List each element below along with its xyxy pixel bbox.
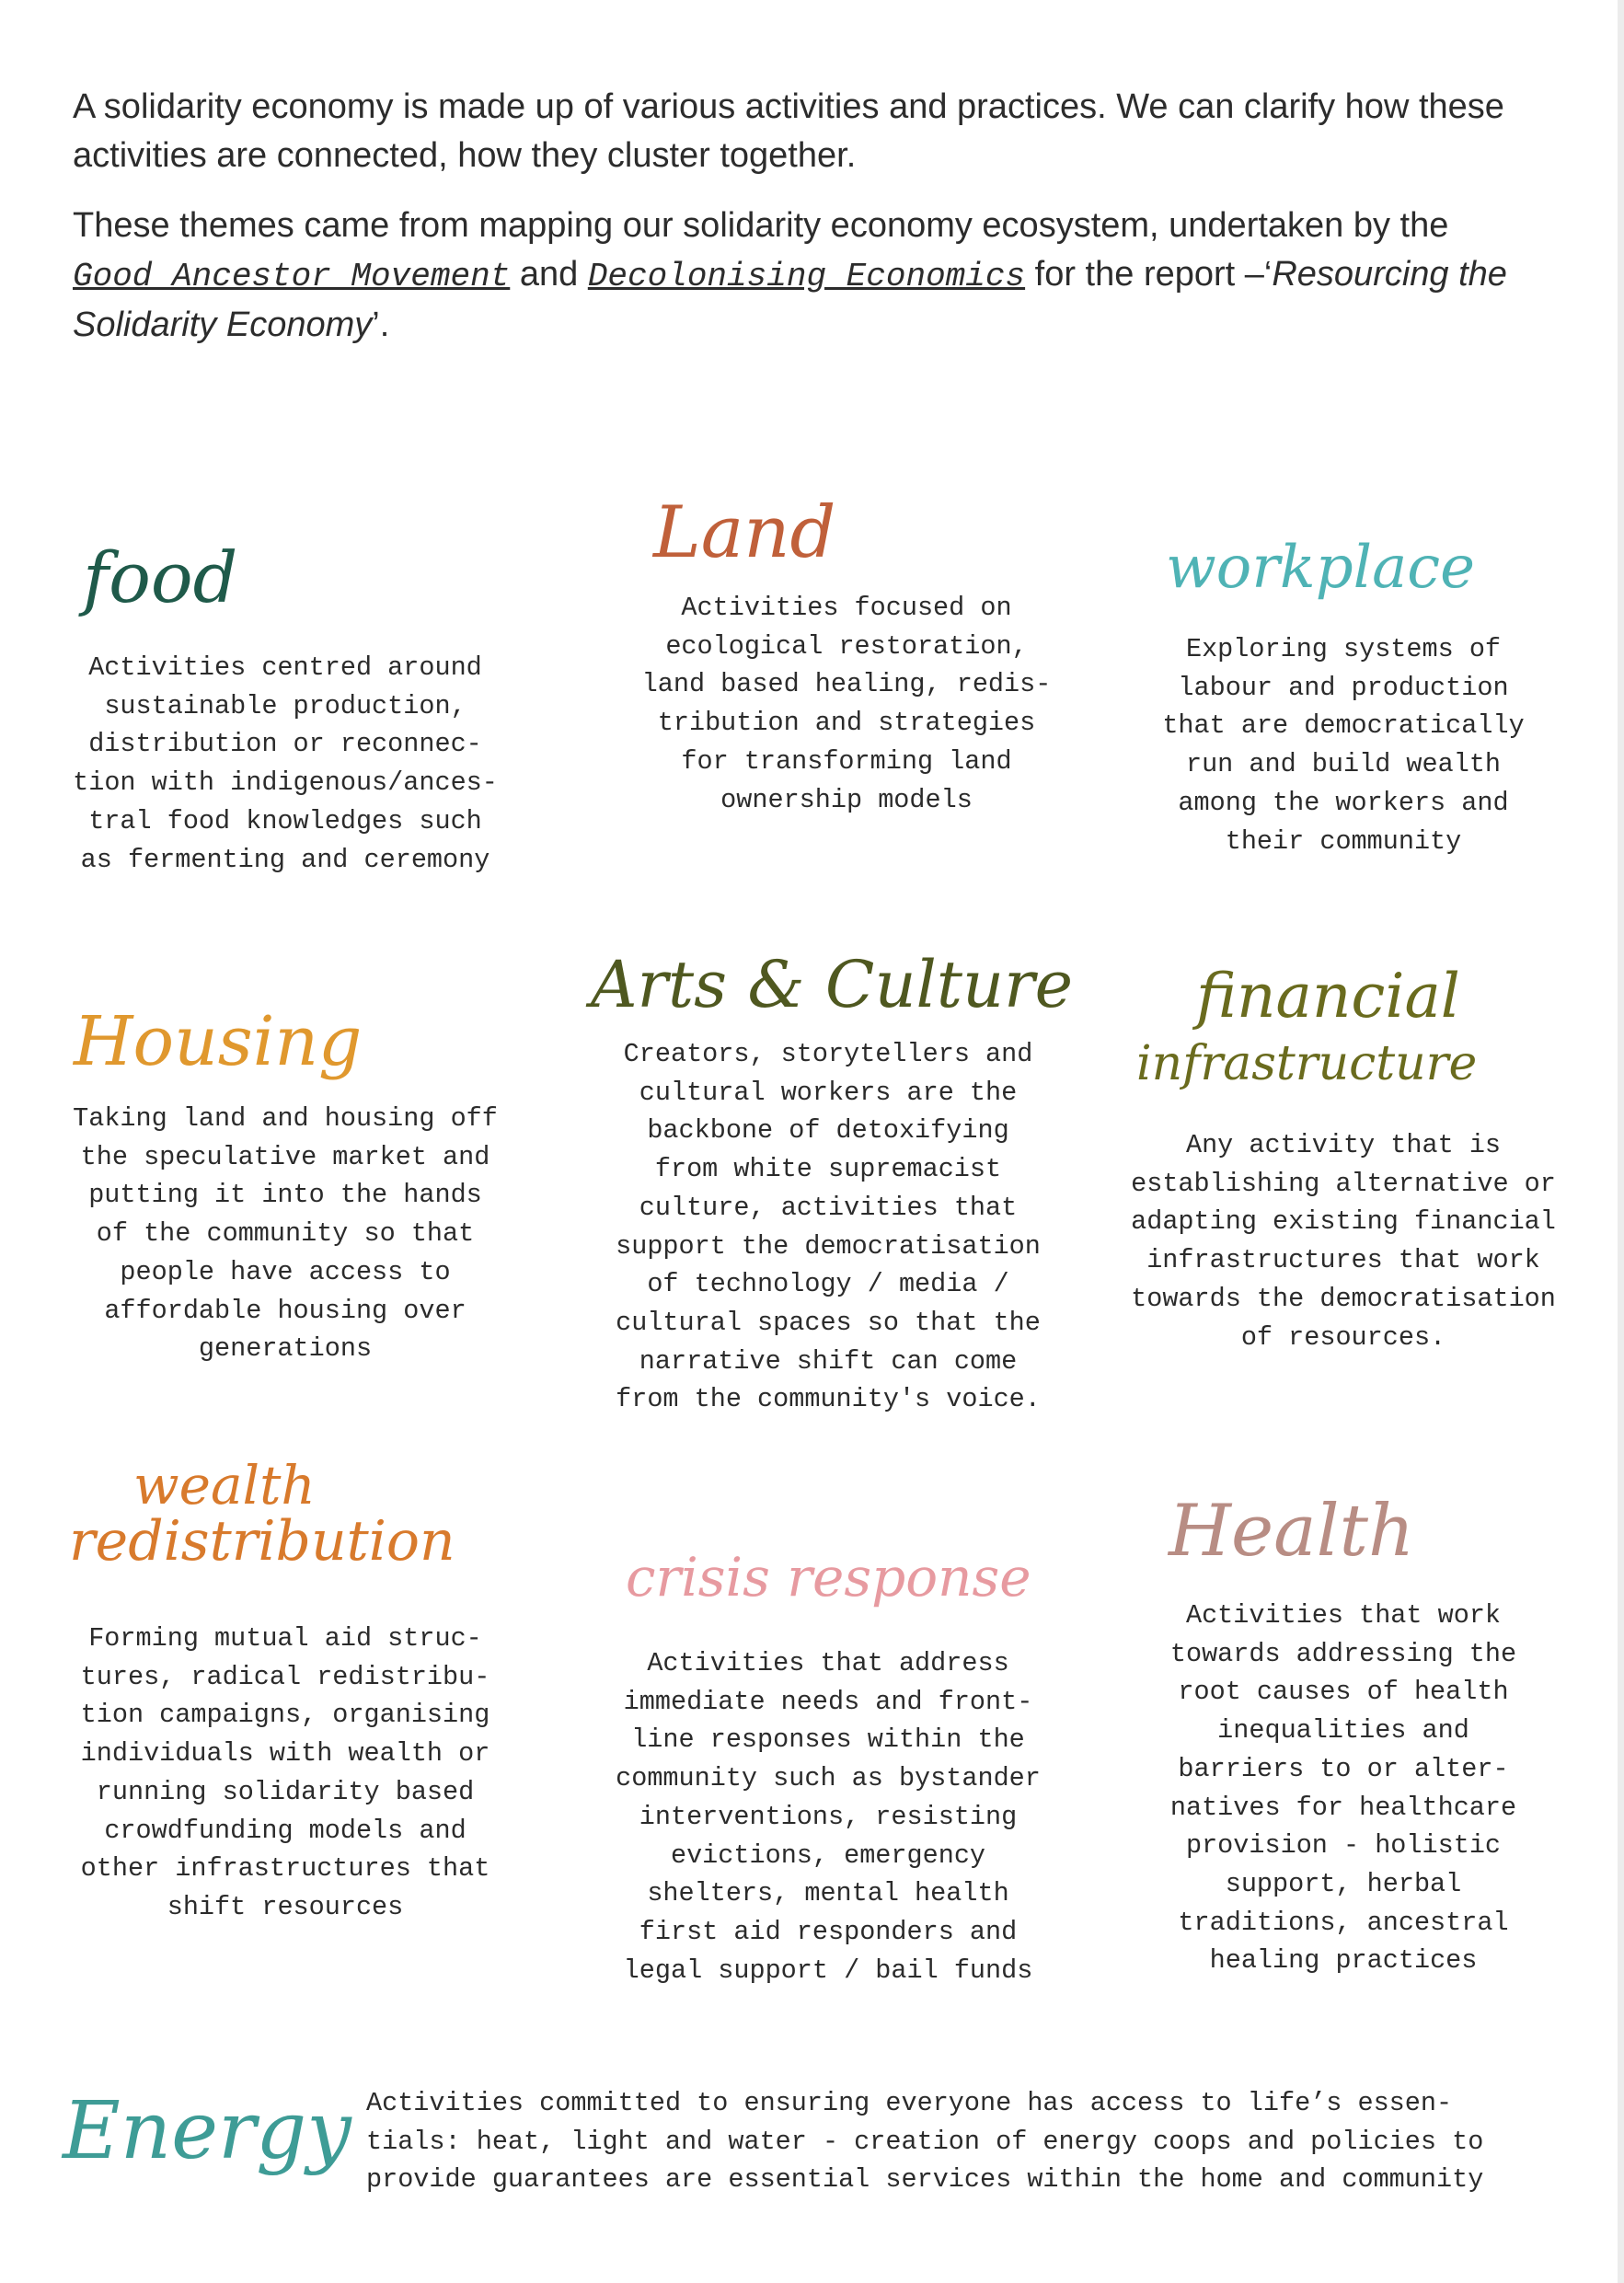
food-description: Activities centred around sustainable production, distribution or reconnec- tion with indigenous/ances- tral food knowledges such as fermenting and ceremony <box>73 652 498 875</box>
intro-text-2b: and <box>510 255 588 294</box>
arts-culture-description: Creators, storytellers and cultural workers are the backbone of detoxifying from white supremacist culture, activities that support the democratisation of technology / media / cultural spaces so that the narrative shift can come from the community's voice. <box>616 1039 1041 1415</box>
workplace-description: Exploring systems of labour and production that are democratically run and build wealth among the workers and their community <box>1162 634 1525 857</box>
good-ancestor-movement-link[interactable]: Good Ancestor Movement <box>73 258 511 295</box>
financial-title-line1: financial <box>1196 961 1460 1032</box>
intro-text-2a: These themes came from mapping our solidarity economy ecosystem, undertaken by the <box>73 206 1449 245</box>
financial-description: Any activity that is establishing alternative or adapting existing financial infrastructures that work towards the democratisation of resources. <box>1131 1130 1556 1353</box>
intro-text-2d: ’. <box>372 306 390 344</box>
intro-paragraph-2 <box>73 202 1508 350</box>
page-edge <box>1618 0 1624 2283</box>
health-title: Health <box>1169 1490 1415 1573</box>
energy-description: Activities committed to ensuring everyone has access to life’s essen- tials: heat, light and water - creation of energy coops and policies to provide guarantees are essential services within the home and community <box>366 2088 1484 2196</box>
arts-culture-title: Arts & Culture <box>591 947 1074 1022</box>
intro-paragraph-1 <box>73 83 1508 180</box>
land-title: Land <box>653 491 836 574</box>
wealth-title-line1: wealth <box>133 1454 316 1516</box>
wealth-title-line2: redistribution <box>69 1509 455 1574</box>
financial-title-line2: infrastructure <box>1136 1036 1478 1091</box>
energy-title: Energy <box>63 2085 351 2177</box>
land-description: Activities focused on ecological restoration, land based healing, redis- tribution and strategies for transforming land ownership models <box>641 593 1052 815</box>
wealth-description: Forming mutual aid struc- tures, radical redistribu- tion campaigns, organising individuals with wealth or running solidarity based crowdfunding models and other infrastructures that shift resources <box>80 1623 490 1922</box>
health-description: Activities that work towards addressing the root causes of health inequalities and barriers to or alter- natives for healthcare provision - holistic support, herbal traditions, ancestral healing practices <box>1169 1600 1517 1977</box>
food-title: food <box>83 536 238 618</box>
decolonising-economics-link[interactable]: Decolonising Economics <box>587 258 1026 295</box>
crisis-title: crisis response <box>626 1546 1031 1608</box>
intro-text-2c: for the report –‘ <box>1025 255 1273 294</box>
workplace-title: workplace <box>1166 534 1475 602</box>
theme-energy <box>55 2075 1573 2222</box>
housing-description: Taking land and housing off the speculative market and putting it into the hands of the community so that people have access to affordable housing over generations <box>73 1103 498 1365</box>
housing-title: Housing <box>74 1002 363 1081</box>
intro-text-1: A solidarity economy is made up of various activities and practices. We can clarify how these activities are connected, how they cluster together. <box>73 87 1504 175</box>
report-title: Resourcing the Solidarity Economy <box>73 255 1507 344</box>
crisis-description: Activities that address immediate needs and front- line responses within the community such as bystander interventions, resisting evictions, emergency shelters, mental health first aid responders and legal support / bail funds <box>616 1648 1041 1986</box>
